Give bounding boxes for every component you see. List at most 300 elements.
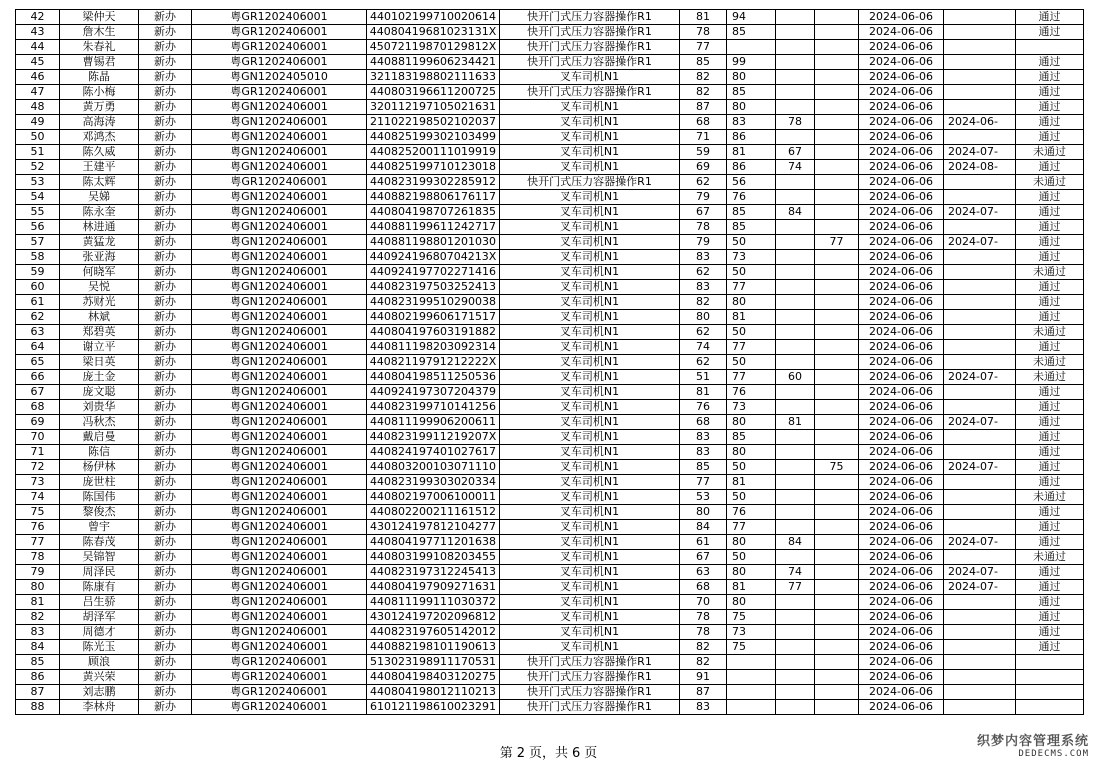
table-row <box>16 85 1084 100</box>
cert-cell: 粤GN1202406001 <box>192 295 367 310</box>
theory-score-cell: 78 <box>680 610 727 625</box>
page-footer <box>0 742 1097 761</box>
retest2-score-cell <box>815 175 859 190</box>
id-number-cell: 440803196611200725 <box>367 85 500 100</box>
practical-score-cell: 56 <box>727 175 776 190</box>
table-row <box>16 250 1084 265</box>
table-row <box>16 460 1084 475</box>
retest-date-cell: 2024-07- <box>944 415 1016 430</box>
name-cell: 陈晶 <box>60 70 139 85</box>
item-cell: 叉车司机N1 <box>500 445 680 460</box>
type-cell: 新办 <box>139 490 192 505</box>
result-cell: 通过 <box>1016 55 1084 70</box>
cert-cell: 粤GR1202406001 <box>192 10 367 25</box>
practical-score-cell: 75 <box>727 640 776 655</box>
retest2-score-cell <box>815 100 859 115</box>
exam-date-cell: 2024-06-06 <box>859 295 944 310</box>
id-number-cell: 440804198511250536 <box>367 370 500 385</box>
name-cell: 庞文聪 <box>60 385 139 400</box>
retest-score-cell <box>776 130 815 145</box>
name-cell: 陈久威 <box>60 145 139 160</box>
result-cell: 通过 <box>1016 520 1084 535</box>
cert-cell: 粤GN1202405010 <box>192 70 367 85</box>
retest-score-cell <box>776 505 815 520</box>
cert-cell: 粤GR1202406001 <box>192 670 367 685</box>
table-row <box>16 415 1084 430</box>
theory-score-cell: 80 <box>680 505 727 520</box>
retest-date-cell: 2024-07- <box>944 565 1016 580</box>
id-number-cell: 440804198012110213 <box>367 685 500 700</box>
id-number-cell: 440802199606171517 <box>367 310 500 325</box>
result-cell: 通过 <box>1016 310 1084 325</box>
practical-score-cell: 76 <box>727 385 776 400</box>
id-number-cell: 440811198203092314 <box>367 340 500 355</box>
name-cell: 吴锦智 <box>60 550 139 565</box>
watermark-title: 织梦内容管理系统 <box>976 734 1089 749</box>
row-number-cell: 84 <box>16 640 60 655</box>
exam-date-cell: 2024-06-06 <box>859 670 944 685</box>
theory-score-cell: 62 <box>680 265 727 280</box>
retest-date-cell <box>944 190 1016 205</box>
exam-date-cell: 2024-06-06 <box>859 55 944 70</box>
result-cell <box>1016 685 1084 700</box>
cert-cell: 粤GR1202406001 <box>192 700 367 715</box>
table-row <box>16 295 1084 310</box>
exam-date-cell: 2024-06-06 <box>859 340 944 355</box>
retest2-score-cell <box>815 310 859 325</box>
retest-date-cell <box>944 70 1016 85</box>
name-cell: 杨伊林 <box>60 460 139 475</box>
name-cell: 林斌 <box>60 310 139 325</box>
retest-score-cell <box>776 640 815 655</box>
retest-score-cell: 81 <box>776 415 815 430</box>
practical-score-cell: 81 <box>727 580 776 595</box>
row-number-cell: 42 <box>16 10 60 25</box>
practical-score-cell: 77 <box>727 520 776 535</box>
exam-date-cell: 2024-06-06 <box>859 175 944 190</box>
name-cell: 顾浪 <box>60 655 139 670</box>
type-cell: 新办 <box>139 205 192 220</box>
retest2-score-cell <box>815 670 859 685</box>
row-number-cell: 59 <box>16 265 60 280</box>
retest-date-cell <box>944 130 1016 145</box>
retest-date-cell: 2024-08- <box>944 160 1016 175</box>
retest-date-cell <box>944 640 1016 655</box>
practical-score-cell: 83 <box>727 115 776 130</box>
table-row <box>16 145 1084 160</box>
name-cell: 庞土金 <box>60 370 139 385</box>
type-cell: 新办 <box>139 295 192 310</box>
id-number-cell: 44092419680704213X <box>367 250 500 265</box>
retest-score-cell <box>776 490 815 505</box>
row-number-cell: 56 <box>16 220 60 235</box>
type-cell: 新办 <box>139 625 192 640</box>
theory-score-cell: 76 <box>680 400 727 415</box>
type-cell: 新办 <box>139 115 192 130</box>
id-number-cell: 440881199611242717 <box>367 220 500 235</box>
result-cell: 通过 <box>1016 385 1084 400</box>
theory-score-cell: 62 <box>680 325 727 340</box>
theory-score-cell: 85 <box>680 55 727 70</box>
retest-date-cell <box>944 475 1016 490</box>
row-number-cell: 43 <box>16 25 60 40</box>
theory-score-cell: 78 <box>680 625 727 640</box>
theory-score-cell: 71 <box>680 130 727 145</box>
result-cell: 通过 <box>1016 580 1084 595</box>
type-cell: 新办 <box>139 25 192 40</box>
id-number-cell: 321183198802111633 <box>367 70 500 85</box>
row-number-cell: 64 <box>16 340 60 355</box>
practical-score-cell: 85 <box>727 220 776 235</box>
theory-score-cell: 59 <box>680 145 727 160</box>
id-number-cell: 440804198707261835 <box>367 205 500 220</box>
type-cell: 新办 <box>139 340 192 355</box>
row-number-cell: 86 <box>16 670 60 685</box>
retest-date-cell <box>944 700 1016 715</box>
id-number-cell: 440881199606234421 <box>367 55 500 70</box>
footer-prefix: 第 <box>499 746 513 761</box>
theory-score-cell: 68 <box>680 115 727 130</box>
type-cell: 新办 <box>139 550 192 565</box>
cert-cell: 粤GN1202406001 <box>192 520 367 535</box>
item-cell: 叉车司机N1 <box>500 100 680 115</box>
exam-date-cell: 2024-06-06 <box>859 385 944 400</box>
practical-score-cell: 81 <box>727 145 776 160</box>
retest-date-cell <box>944 220 1016 235</box>
exam-date-cell: 2024-06-06 <box>859 160 944 175</box>
exam-date-cell: 2024-06-06 <box>859 460 944 475</box>
retest-score-cell <box>776 295 815 310</box>
table-row <box>16 55 1084 70</box>
name-cell: 何晓军 <box>60 265 139 280</box>
result-cell: 通过 <box>1016 505 1084 520</box>
name-cell: 黄猛龙 <box>60 235 139 250</box>
cert-cell: 粤GR1202406001 <box>192 175 367 190</box>
practical-score-cell: 81 <box>727 475 776 490</box>
cert-cell: 粤GN1202406001 <box>192 100 367 115</box>
retest-date-cell <box>944 55 1016 70</box>
retest2-score-cell <box>815 400 859 415</box>
name-cell: 梁日英 <box>60 355 139 370</box>
row-number-cell: 70 <box>16 430 60 445</box>
practical-score-cell <box>727 40 776 55</box>
item-cell: 快开门式压力容器操作R1 <box>500 85 680 100</box>
type-cell: 新办 <box>139 40 192 55</box>
practical-score-cell: 80 <box>727 295 776 310</box>
table-row <box>16 700 1084 715</box>
id-number-cell: 440803199108203455 <box>367 550 500 565</box>
row-number-cell: 77 <box>16 535 60 550</box>
row-number-cell: 61 <box>16 295 60 310</box>
id-number-cell: 440823197312245413 <box>367 565 500 580</box>
type-cell: 新办 <box>139 595 192 610</box>
practical-score-cell: 77 <box>727 280 776 295</box>
item-cell: 叉车司机N1 <box>500 115 680 130</box>
retest-score-cell <box>776 445 815 460</box>
result-cell: 通过 <box>1016 625 1084 640</box>
item-cell: 快开门式压力容器操作R1 <box>500 25 680 40</box>
table-row <box>16 10 1084 25</box>
cert-cell: 粤GN1202406001 <box>192 340 367 355</box>
theory-score-cell: 77 <box>680 40 727 55</box>
theory-score-cell: 79 <box>680 190 727 205</box>
practical-score-cell: 50 <box>727 355 776 370</box>
retest-date-cell: 2024-07- <box>944 580 1016 595</box>
table-row <box>16 505 1084 520</box>
item-cell: 叉车司机N1 <box>500 430 680 445</box>
retest-score-cell <box>776 670 815 685</box>
practical-score-cell: 76 <box>727 505 776 520</box>
row-number-cell: 63 <box>16 325 60 340</box>
cert-cell: 粤GN1202406001 <box>192 265 367 280</box>
exam-date-cell: 2024-06-06 <box>859 595 944 610</box>
type-cell: 新办 <box>139 310 192 325</box>
exam-date-cell: 2024-06-06 <box>859 250 944 265</box>
practical-score-cell: 86 <box>727 130 776 145</box>
exam-date-cell: 2024-06-06 <box>859 280 944 295</box>
table-row <box>16 610 1084 625</box>
retest-date-cell <box>944 655 1016 670</box>
theory-score-cell: 68 <box>680 415 727 430</box>
retest-date-cell <box>944 40 1016 55</box>
theory-score-cell: 82 <box>680 640 727 655</box>
retest-date-cell <box>944 310 1016 325</box>
result-cell: 通过 <box>1016 565 1084 580</box>
id-number-cell: 440804197909271631 <box>367 580 500 595</box>
table-row <box>16 385 1084 400</box>
item-cell: 叉车司机N1 <box>500 325 680 340</box>
practical-score-cell: 99 <box>727 55 776 70</box>
id-number-cell: 320112197105021631 <box>367 100 500 115</box>
theory-score-cell: 81 <box>680 10 727 25</box>
type-cell: 新办 <box>139 175 192 190</box>
retest-date-cell <box>944 490 1016 505</box>
theory-score-cell: 83 <box>680 700 727 715</box>
practical-score-cell <box>727 655 776 670</box>
retest-date-cell <box>944 295 1016 310</box>
exam-date-cell: 2024-06-06 <box>859 475 944 490</box>
practical-score-cell: 80 <box>727 415 776 430</box>
result-cell: 通过 <box>1016 115 1084 130</box>
retest-date-cell: 2024-07- <box>944 205 1016 220</box>
theory-score-cell: 91 <box>680 670 727 685</box>
practical-score-cell: 80 <box>727 445 776 460</box>
retest-date-cell <box>944 445 1016 460</box>
type-cell: 新办 <box>139 385 192 400</box>
retest2-score-cell <box>815 145 859 160</box>
retest-score-cell <box>776 550 815 565</box>
exam-date-cell: 2024-06-06 <box>859 520 944 535</box>
cert-cell: 粤GN1202406001 <box>192 535 367 550</box>
table-row <box>16 655 1084 670</box>
practical-score-cell: 85 <box>727 25 776 40</box>
id-number-cell: 440803200103071110 <box>367 460 500 475</box>
practical-score-cell: 85 <box>727 85 776 100</box>
row-number-cell: 62 <box>16 310 60 325</box>
theory-score-cell: 83 <box>680 250 727 265</box>
id-number-cell: 610121198610023291 <box>367 700 500 715</box>
row-number-cell: 45 <box>16 55 60 70</box>
retest-score-cell <box>776 655 815 670</box>
retest2-score-cell <box>815 535 859 550</box>
item-cell: 叉车司机N1 <box>500 565 680 580</box>
retest2-score-cell <box>815 385 859 400</box>
retest-score-cell <box>776 280 815 295</box>
theory-score-cell: 82 <box>680 295 727 310</box>
row-number-cell: 87 <box>16 685 60 700</box>
result-cell: 通过 <box>1016 130 1084 145</box>
exam-date-cell: 2024-06-06 <box>859 190 944 205</box>
result-cell: 通过 <box>1016 400 1084 415</box>
retest-score-cell <box>776 385 815 400</box>
table-row <box>16 130 1084 145</box>
result-cell: 通过 <box>1016 535 1084 550</box>
table-row <box>16 70 1084 85</box>
retest-score-cell <box>776 355 815 370</box>
practical-score-cell <box>727 700 776 715</box>
name-cell: 谢立平 <box>60 340 139 355</box>
type-cell: 新办 <box>139 145 192 160</box>
theory-score-cell: 83 <box>680 430 727 445</box>
name-cell: 曾宇 <box>60 520 139 535</box>
theory-score-cell: 62 <box>680 355 727 370</box>
practical-score-cell: 75 <box>727 610 776 625</box>
cert-cell: 粤GN1202406001 <box>192 160 367 175</box>
type-cell: 新办 <box>139 55 192 70</box>
type-cell: 新办 <box>139 520 192 535</box>
retest2-score-cell <box>815 295 859 310</box>
name-cell: 吴娣 <box>60 190 139 205</box>
cert-cell: 粤GN1202406001 <box>192 640 367 655</box>
name-cell: 庞世柱 <box>60 475 139 490</box>
exam-date-cell: 2024-06-06 <box>859 685 944 700</box>
cert-cell: 粤GN1202406001 <box>192 370 367 385</box>
row-number-cell: 88 <box>16 700 60 715</box>
row-number-cell: 54 <box>16 190 60 205</box>
cert-cell: 粤GN1202406001 <box>192 280 367 295</box>
practical-score-cell: 81 <box>727 310 776 325</box>
id-number-cell: 440882198101190613 <box>367 640 500 655</box>
exam-date-cell: 2024-06-06 <box>859 625 944 640</box>
retest2-score-cell <box>815 490 859 505</box>
retest-score-cell: 78 <box>776 115 815 130</box>
item-cell: 叉车司机N1 <box>500 190 680 205</box>
id-number-cell: 440825199710123018 <box>367 160 500 175</box>
retest2-score-cell <box>815 160 859 175</box>
theory-score-cell: 78 <box>680 25 727 40</box>
name-cell: 邓鸿杰 <box>60 130 139 145</box>
exam-date-cell: 2024-06-06 <box>859 445 944 460</box>
id-number-cell: 440823197503252413 <box>367 280 500 295</box>
name-cell: 陈光玉 <box>60 640 139 655</box>
type-cell: 新办 <box>139 700 192 715</box>
type-cell: 新办 <box>139 655 192 670</box>
exam-date-cell: 2024-06-06 <box>859 355 944 370</box>
retest-date-cell <box>944 625 1016 640</box>
retest-score-cell <box>776 625 815 640</box>
table-row <box>16 670 1084 685</box>
result-cell: 通过 <box>1016 220 1084 235</box>
exam-date-cell: 2024-06-06 <box>859 205 944 220</box>
type-cell: 新办 <box>139 355 192 370</box>
retest-date-cell <box>944 595 1016 610</box>
retest-date-cell <box>944 250 1016 265</box>
retest-date-cell <box>944 100 1016 115</box>
theory-score-cell: 80 <box>680 310 727 325</box>
type-cell: 新办 <box>139 445 192 460</box>
retest2-score-cell <box>815 85 859 100</box>
retest-score-cell <box>776 610 815 625</box>
item-cell: 叉车司机N1 <box>500 145 680 160</box>
table-row <box>16 565 1084 580</box>
cert-cell: 粤GN1202406001 <box>192 250 367 265</box>
theory-score-cell: 78 <box>680 220 727 235</box>
retest-date-cell <box>944 340 1016 355</box>
table-row <box>16 685 1084 700</box>
retest-date-cell: 2024-07- <box>944 145 1016 160</box>
theory-score-cell: 85 <box>680 460 727 475</box>
table-row <box>16 550 1084 565</box>
table-row <box>16 175 1084 190</box>
practical-score-cell: 80 <box>727 100 776 115</box>
item-cell: 叉车司机N1 <box>500 595 680 610</box>
retest-score-cell <box>776 220 815 235</box>
cert-cell: 粤GN1202406001 <box>192 235 367 250</box>
practical-score-cell: 85 <box>727 205 776 220</box>
retest-score-cell <box>776 70 815 85</box>
exam-date-cell: 2024-06-06 <box>859 325 944 340</box>
table-row <box>16 160 1084 175</box>
row-number-cell: 76 <box>16 520 60 535</box>
id-number-cell: 211022198502102037 <box>367 115 500 130</box>
table-row <box>16 475 1084 490</box>
table-row <box>16 580 1084 595</box>
item-cell: 叉车司机N1 <box>500 355 680 370</box>
cert-cell: 粤GN1202406001 <box>192 625 367 640</box>
table-row <box>16 445 1084 460</box>
id-number-cell: 440811199906200611 <box>367 415 500 430</box>
retest2-score-cell <box>815 280 859 295</box>
type-cell: 新办 <box>139 400 192 415</box>
row-number-cell: 49 <box>16 115 60 130</box>
retest-date-cell: 2024-06- <box>944 115 1016 130</box>
theory-score-cell: 63 <box>680 565 727 580</box>
item-cell: 叉车司机N1 <box>500 535 680 550</box>
table-row <box>16 100 1084 115</box>
item-cell: 叉车司机N1 <box>500 640 680 655</box>
item-cell: 叉车司机N1 <box>500 130 680 145</box>
practical-score-cell: 80 <box>727 535 776 550</box>
exam-date-cell: 2024-06-06 <box>859 25 944 40</box>
cert-cell: 粤GN1202406001 <box>192 430 367 445</box>
item-cell: 快开门式压力容器操作R1 <box>500 175 680 190</box>
name-cell: 王建平 <box>60 160 139 175</box>
exam-date-cell: 2024-06-06 <box>859 370 944 385</box>
item-cell: 叉车司机N1 <box>500 625 680 640</box>
id-number-cell: 440823199303020334 <box>367 475 500 490</box>
name-cell: 詹木生 <box>60 25 139 40</box>
row-number-cell: 60 <box>16 280 60 295</box>
row-number-cell: 67 <box>16 385 60 400</box>
result-cell: 通过 <box>1016 160 1084 175</box>
practical-score-cell <box>727 685 776 700</box>
item-cell: 叉车司机N1 <box>500 280 680 295</box>
retest2-score-cell <box>815 655 859 670</box>
retest2-score-cell <box>815 550 859 565</box>
retest2-score-cell <box>815 430 859 445</box>
result-cell: 通过 <box>1016 595 1084 610</box>
exam-date-cell: 2024-06-06 <box>859 70 944 85</box>
